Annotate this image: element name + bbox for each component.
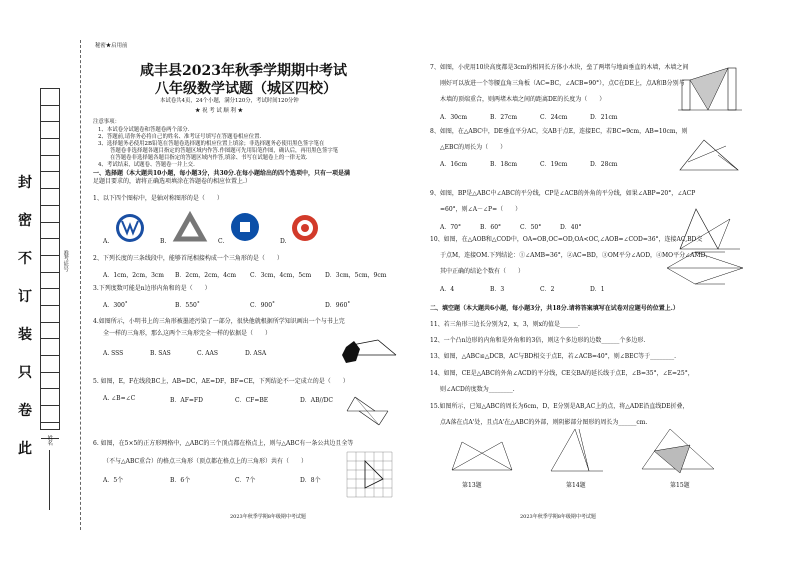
note-2: 2、答题前,请你务必将自己的姓名、准考证号填写在答题卷相应位置.	[98, 134, 262, 140]
q10-option-b: B．3	[490, 286, 505, 293]
q8-option-d: D．28cm	[590, 161, 618, 168]
exam-info: 本试卷共4页，24个小题，满分120分，考试时间120分钟	[160, 98, 299, 104]
q9-option-d: D．40°	[560, 224, 582, 231]
q9-text2: =60°，则∠A－∠P=（ ）	[440, 206, 522, 213]
q10-option-d: D．1	[590, 286, 605, 293]
q2-option-b: B．2cm，2cm，4cm	[175, 272, 237, 279]
q3-option-a: A．300˚	[103, 302, 128, 309]
q7-figure	[678, 62, 743, 114]
q4-option-b: B. SAS	[150, 350, 171, 357]
binding-word-3: 不	[18, 251, 32, 267]
q2-option-d: D．3cm，5cm，9cm	[325, 272, 387, 279]
binding-word-6: 只	[18, 365, 32, 381]
q6-text2: （不与△ABC重合）的格点三角形（顶点都在格点上的三角形）共有（ ）	[103, 458, 308, 465]
binding-word-5: 装	[18, 327, 32, 343]
binding-dashed-line	[80, 40, 81, 530]
q4-text: 4.如图所示，小明书上的三角形被墨迹污染了一部分，很快他就根据所学知识画出一个与书上完	[93, 318, 345, 325]
q5-text: 5. 如图，E，F在线段BC上，AB=DC，AE=DF，BF=CE，下列结论不一定成立的是（ ）	[93, 378, 349, 385]
q2-text: 2、下列长度的三条线段中，能够首尾相接构成一个三角形的是（ ）	[93, 255, 283, 262]
q5-option-c: C．CF=BE	[235, 397, 269, 404]
q10-option-c: C．2	[540, 286, 555, 293]
q8-text: 8、如图，在△ABC中，DE垂直平分AC，交AB于点E，连接EC，若BC=9cm，AB=10cm，则	[430, 128, 688, 135]
q4-figure	[338, 335, 398, 370]
q1-option-c: C.	[218, 238, 225, 245]
footer-right: 2023年秋季学期8年级期中考试题	[520, 514, 596, 520]
q8-figure	[678, 138, 743, 174]
q8-option-c: C．19cm	[540, 161, 568, 168]
q3-option-b: B．550˚	[175, 302, 200, 309]
footer-left: 2023年秋季学期8年级期中考试题	[230, 514, 306, 520]
q6-option-c: C．7个	[235, 477, 256, 484]
q10-figure	[665, 248, 745, 288]
q11-text: 11、若三角形三边长分别为2，x，3，则x的值是______.	[430, 321, 580, 328]
q14-figure	[545, 425, 605, 475]
binding-word-8: 此	[18, 441, 32, 457]
q7-option-d: D．21cm	[590, 114, 618, 121]
note-3: 3、选择题务必使用2B铅笔在答题卷选择题的相应位置上填涂；非选择题务必使用黑色签字笔在	[98, 141, 325, 147]
q6-option-a: A．5个	[103, 477, 124, 484]
q4-option-a: A. SSS	[103, 350, 124, 357]
q7-text: 7、如图，小虎用10块高度都是3cm的相同长方体小木块，垒了两堵与地面垂直的木墙，木墙之间	[430, 64, 689, 71]
notes-heading: 注意事项：	[93, 119, 120, 125]
exam-title: 咸丰县2023年秋季学期期中考试	[140, 63, 347, 79]
note-4: 4、考试结束，试题卷、答题卷一并上交.	[98, 162, 195, 168]
q15-text: 15.如图所示，已知△ABC的周长为6cm，D，E分别是AB,AC上的点，将△ADE沿直线DE折叠，	[430, 403, 689, 410]
name-line	[49, 450, 50, 510]
q14-text: 14、如图，CE是△ABC的外角∠ACD的平分线，CE交BA的延长线于点E，∠B=35°，∠E=25°，	[430, 370, 694, 377]
q15-fig-label: 第15题	[670, 482, 690, 489]
q12-text: 12、一个凸n边形的内角和是外角和的3倍，则这个多边形的边数______个多边形.	[430, 337, 646, 344]
q6-text: 6. 如图，在5×5的正方形网格中，△ABC的三个顶点都在格点上，则与△ABC有一条公共边且全等	[93, 440, 354, 447]
secret-label: 秘密★启用前	[95, 43, 128, 49]
binding-word-7: 卷	[18, 403, 32, 419]
q5-figure	[345, 393, 390, 428]
q8-text2: △EBC的周长为（ ）	[440, 144, 507, 151]
q15-figure	[640, 425, 720, 475]
q14-text2: 则∠ACD的度数为________.	[440, 386, 515, 393]
q14-fig-label: 第14题	[566, 482, 586, 489]
dongfeng-logo-icon	[290, 214, 320, 242]
q2-option-c: C．3cm，4cm，5cm	[250, 272, 312, 279]
q4-text2: 全一样的三角形，那么这两个三角形完全一样的依据是（ ）	[103, 330, 272, 337]
q2-option-a: A．1cm，2cm，3cm	[103, 272, 164, 279]
q1-option-a: A.	[103, 238, 110, 245]
q13-text: 13、如图，△ABC≌△DCB，AC与BD相交于点E，若∠ACB=40°，则∠BEC等于________.	[430, 353, 677, 360]
q10-text: 10、如图，在△AOB和△COD中，OA=OB,OC=OD,OA<OC,∠AOB=∠COD=36°，连接AC,BD交	[430, 236, 703, 243]
note-3c: 在答题卷非选择题各题目指定的答题区域内作答,填涂、书写在试题卷上的一律无效.	[110, 155, 308, 161]
q13-fig-label: 第13题	[462, 482, 482, 489]
q3-option-d: D．960˚	[325, 302, 351, 309]
binding-word-4: 订	[18, 289, 32, 305]
ccb-logo-icon	[230, 212, 260, 242]
note-1: 1、本试卷分试题卷和答题卷两个部分.	[98, 127, 190, 133]
q1-text: 1、以下四个图标中，是轴对称图形的是（ ）	[93, 195, 223, 202]
exam-subtitle: 八年级数学试题（城区四校）	[155, 81, 337, 97]
q7-option-c: C．24cm	[540, 114, 568, 121]
q1-option-b: B.	[160, 238, 167, 245]
q15-text2: 点A落在点A'处，且点A'在△ABC的外部，则阴影部分图形的周长为______cm.	[440, 419, 648, 426]
q9-text: 9、如图，BP是△ABC中∠ABC的平分线，CP是∠ACB的外角的平分线，如果∠ABP=20°，∠ACP	[430, 190, 696, 197]
q6-grid-figure	[347, 452, 392, 497]
q8-option-b: B．18cm	[490, 161, 518, 168]
q5-option-b: B．AF=FD	[170, 397, 203, 404]
q9-option-c: C．50°	[520, 224, 542, 231]
q5-option-a: A. ∠B=∠C	[103, 395, 136, 402]
exam-number-label: 准考证号	[62, 250, 69, 272]
q7-option-a: A．30cm	[440, 114, 468, 121]
q3-text: 3.下列度数可能是n边形内角和的是（ ）	[93, 285, 211, 292]
exam-number-grid	[40, 88, 60, 430]
section1-heading2: 足题目要求的，请将正确选项填涂在答题卷的相应位置上.）	[93, 178, 251, 185]
q7-option-b: B．27cm	[490, 114, 518, 121]
q13-figure	[450, 438, 515, 473]
q7-text2: 刚好可以放进一个等腰直角三角板（AC=BC，∠ACB=90°），点C在DE上，点A和B分别与	[440, 80, 685, 87]
section1-heading: 一、选择题（本大题共10小题，每小题3分，共30分.在每小题给出的四个选项中，只有一项是满	[93, 170, 350, 177]
q10-text2: 于点M，连接OM.下列结论：①∠AMB=36°，②AC=BD，③OM平分∠AOD，④MO平分∠AMD，	[440, 252, 712, 259]
q4-option-d: D. ASA	[245, 350, 267, 357]
q1-option-d: D.	[280, 238, 287, 245]
q5-option-d: D．AB//DC	[300, 397, 333, 404]
q3-option-c: C．900˚	[250, 302, 276, 309]
vw-logo-icon	[115, 213, 145, 243]
section2-heading: 二、填空题（本大题共6小题，每小题3分，共18分.请将答案填写在试卷对应题号的位置上.）	[430, 305, 679, 312]
q4-option-c: C. AAS	[197, 350, 218, 357]
name-label: 姓名	[46, 435, 53, 446]
recycle-logo-icon	[175, 214, 205, 242]
binding-word-2: 密	[18, 213, 32, 229]
q6-option-d: D．8个	[300, 477, 321, 484]
q7-text3: 木墙的顶端重合，则两堵木墙之间的距离DE的长度为（ ）	[440, 96, 606, 103]
note-3b: 答题卷非选择题各题目指定的答题区域内作答.作图题可先用铅笔作图，确认后，再用黑色签字笔	[110, 148, 339, 154]
binding-word-1: 封	[18, 175, 32, 191]
q10-option-a: A．4	[440, 286, 455, 293]
q9-option-a: A．70°	[440, 224, 461, 231]
q10-text3: 其中正确的结论个数有（ ）	[440, 268, 525, 275]
q8-option-a: A．16cm	[440, 161, 468, 168]
q6-option-b: B．6个	[170, 477, 191, 484]
q9-option-b: B．60°	[480, 224, 502, 231]
exam-wish: ★ 祝 考 试 顺 利 ★	[195, 108, 244, 114]
